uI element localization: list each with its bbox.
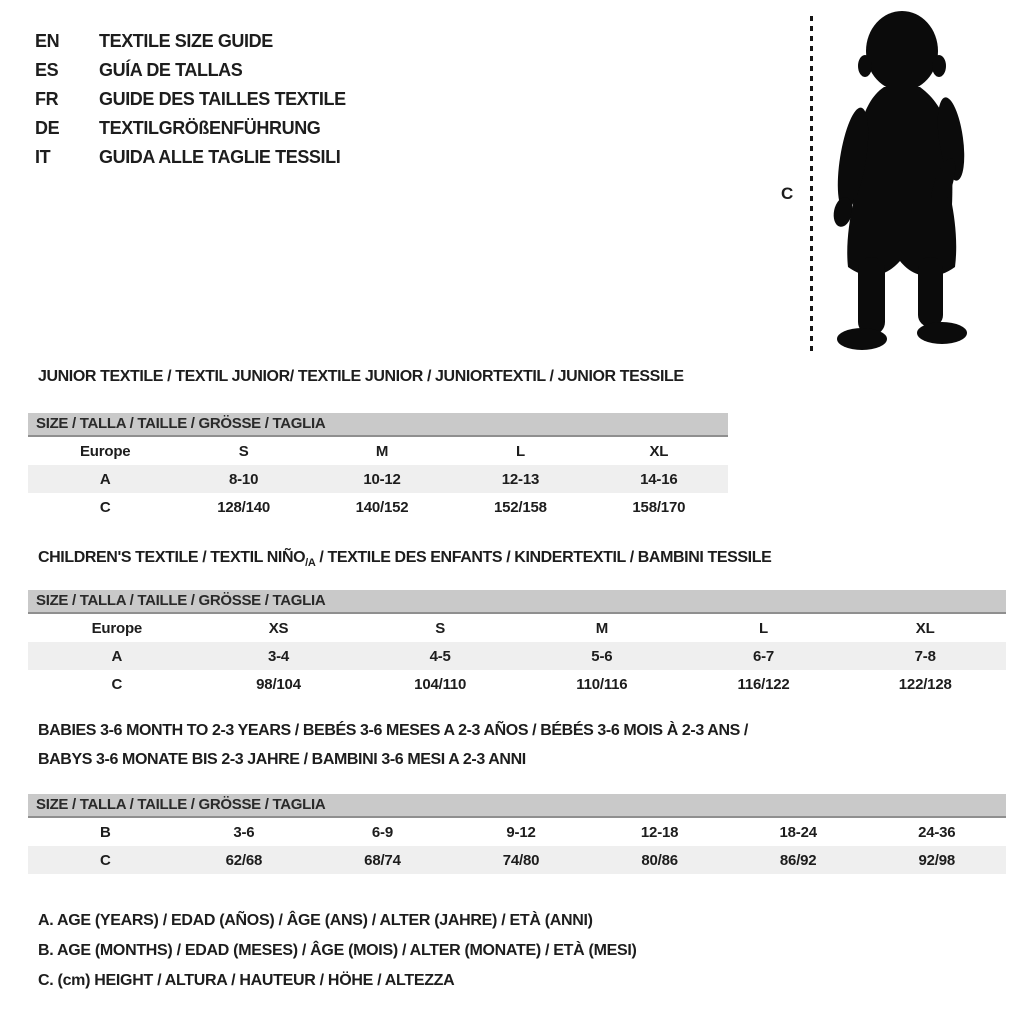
table-row-age <box>28 465 728 493</box>
height-cell: 68/74 <box>364 851 401 869</box>
row-label: Europe <box>79 442 131 460</box>
language-code: ES <box>35 60 59 80</box>
height-cell: 92/98 <box>918 851 956 869</box>
language-row-de <box>35 114 346 143</box>
babies-section-title-line1: BABIES 3-6 MONTH TO 2-3 YEARS / BEBÉS 3-6 MESES A 2-3 AÑOS / BÉBÉS 3-6 MOIS À 2-3 ANS / <box>38 722 748 739</box>
age-cell: 18-24 <box>779 823 817 841</box>
legend <box>38 912 637 1002</box>
junior-size-table <box>28 413 728 521</box>
age-cell: 4-5 <box>429 647 451 665</box>
row-label: Europe <box>91 619 143 637</box>
language-code: IT <box>35 147 51 167</box>
height-cell: 128/140 <box>217 498 271 516</box>
size-cell: XL <box>649 442 669 460</box>
language-label: GUÍA DE TALLAS <box>99 60 243 80</box>
age-cell: 12-13 <box>501 470 540 488</box>
height-cell: 98/104 <box>256 675 301 693</box>
height-cell: 122/128 <box>898 675 952 693</box>
age-cell: 24-36 <box>918 823 956 841</box>
size-cell: M <box>595 619 608 637</box>
language-list <box>35 27 346 172</box>
table-row-height <box>28 670 1006 698</box>
table-row-height <box>28 493 728 521</box>
height-cell: 116/122 <box>737 675 790 693</box>
language-row-es <box>35 56 346 85</box>
legend-line-b: B. AGE (MONTHS) / EDAD (MESES) / ÂGE (MOIS) / ALTER (MONATE) / ETÀ (MESI) <box>38 942 637 959</box>
children-title-prefix: CHILDREN'S TEXTILE / TEXTIL NIÑO <box>38 549 306 566</box>
language-label: GUIDE DES TAILLES TEXTILE <box>99 89 346 109</box>
height-cell: 80/86 <box>641 851 678 869</box>
junior-section-title: JUNIOR TEXTILE / TEXTIL JUNIOR/ TEXTILE JUNIOR / JUNIORTEXTIL / JUNIOR TESSILE <box>38 368 684 385</box>
age-cell: 5-6 <box>591 647 613 665</box>
table-row-europe <box>28 437 728 465</box>
height-cell: 74/80 <box>502 851 540 869</box>
age-cell: 10-12 <box>363 470 401 488</box>
table-header: SIZE / TALLA / TAILLE / GRÖSSE / TAGLIA <box>28 413 728 437</box>
row-label: A <box>111 647 123 665</box>
children-section-title <box>38 549 771 569</box>
row-label: C <box>111 675 123 693</box>
babies-size-table <box>28 794 1006 874</box>
size-cell: XS <box>268 619 289 637</box>
row-label: C <box>99 851 111 869</box>
height-measure-label: C <box>781 184 794 203</box>
table-row-europe <box>28 614 1006 642</box>
size-cell: XL <box>915 619 935 637</box>
age-cell: 3-6 <box>233 823 255 841</box>
size-cell: S <box>435 619 446 637</box>
language-row-en <box>35 27 346 56</box>
table-header: SIZE / TALLA / TAILLE / GRÖSSE / TAGLIA <box>28 794 1006 818</box>
height-cell: 140/152 <box>355 498 409 516</box>
age-cell: 7-8 <box>914 647 936 665</box>
height-cell: 62/68 <box>225 851 263 869</box>
size-cell: M <box>375 442 389 460</box>
age-cell: 3-4 <box>267 647 290 665</box>
children-size-table <box>28 590 1006 698</box>
age-cell: 8-10 <box>228 470 259 488</box>
table-header: SIZE / TALLA / TAILLE / GRÖSSE / TAGLIA <box>28 590 1006 614</box>
age-cell: 6-9 <box>371 823 393 841</box>
row-label: C <box>99 498 111 516</box>
babies-section-title-line2: BABYS 3-6 MONATE BIS 2-3 JAHRE / BAMBINI 3-6 MESI A 2-3 ANNI <box>38 751 526 768</box>
row-label: B <box>99 823 111 841</box>
age-cell: 9-12 <box>506 823 536 841</box>
height-cell: 152/158 <box>494 498 547 516</box>
table-row-age <box>28 642 1006 670</box>
toddler-silhouette-icon <box>822 8 982 360</box>
language-label: TEXTILGRÖßENFÜHRUNG <box>99 118 321 138</box>
language-row-it <box>35 143 346 172</box>
language-label: TEXTILE SIZE GUIDE <box>99 31 273 51</box>
height-cell: 86/92 <box>779 851 817 869</box>
children-title-suffix: / TEXTILE DES ENFANTS / KINDERTEXTIL / BAMBINI TESSILE <box>315 549 772 566</box>
legend-line-c: C. (cm) HEIGHT / ALTURA / HAUTEUR / HÖHE / ALTEZZA <box>38 972 455 989</box>
age-cell: 12-18 <box>640 823 679 841</box>
language-code: DE <box>35 118 60 138</box>
language-row-fr <box>35 85 346 114</box>
age-cell: 14-16 <box>640 470 678 488</box>
size-cell: L <box>759 619 768 637</box>
row-label: A <box>99 470 111 488</box>
size-cell: S <box>238 442 249 460</box>
height-cell: 158/170 <box>632 498 686 516</box>
language-label: GUIDA ALLE TAGLIE TESSILI <box>99 147 341 167</box>
size-cell: L <box>515 442 525 460</box>
age-cell: 6-7 <box>752 647 775 665</box>
legend-line-a: A. AGE (YEARS) / EDAD (AÑOS) / ÂGE (ANS) / ALTER (JAHRE) / ETÀ (ANNI) <box>38 912 593 929</box>
height-measure-dotted-line <box>810 16 813 354</box>
height-cell: 104/110 <box>414 675 467 693</box>
height-cell: 110/116 <box>576 675 628 693</box>
children-title-sub: /A <box>305 557 316 570</box>
table-row-height <box>28 846 1006 874</box>
table-row-age-months <box>28 818 1006 846</box>
language-code: FR <box>35 89 59 109</box>
language-code: EN <box>35 31 60 51</box>
